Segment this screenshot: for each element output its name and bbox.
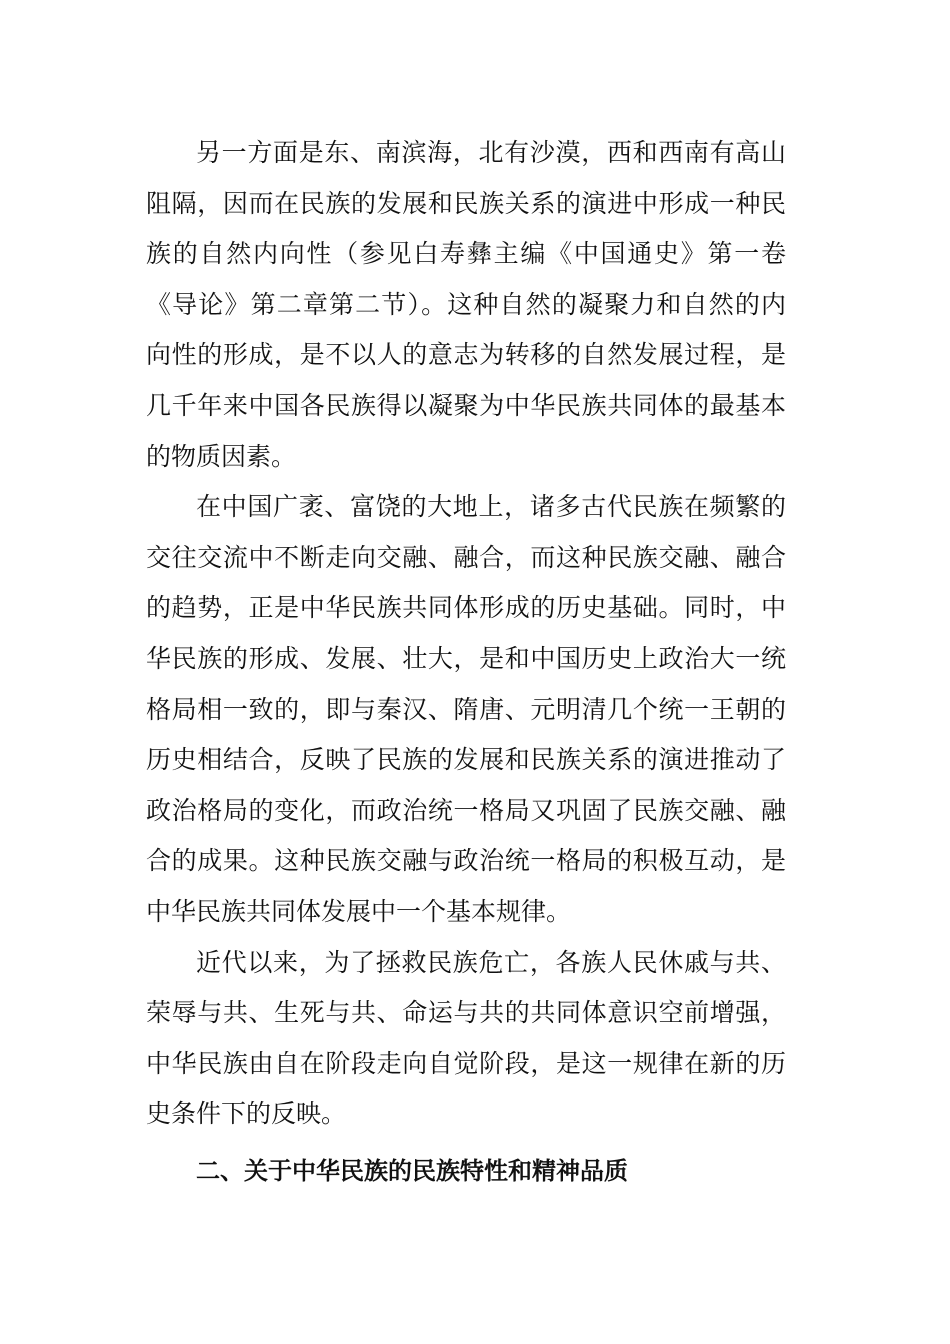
paragraph-line: 《导论》第二章第二节）。这种自然的凝聚力和自然的内 bbox=[146, 289, 786, 319]
paragraph-line: 历史相结合，反映了民族的发展和民族关系的演进推动了 bbox=[146, 745, 786, 775]
paragraph-line: 在中国广袤、富饶的大地上，诸多古代民族在频繁的 bbox=[196, 492, 786, 522]
paragraph-line: 合的成果。这种民族交融与政治统一格局的积极互动，是 bbox=[146, 846, 786, 876]
paragraph-line: 政治格局的变化，而政治统一格局又巩固了民族交融、融 bbox=[146, 795, 786, 825]
paragraph-line: 几千年来中国各民族得以凝聚为中华民族共同体的最基本 bbox=[146, 390, 786, 420]
paragraph-line: 中华民族由自在阶段走向自觉阶段，是这一规律在新的历 bbox=[146, 1048, 786, 1078]
paragraph-line: 的物质因素。 bbox=[146, 441, 297, 471]
paragraph-line: 族的自然内向性（参见白寿彝主编《中国通史》第一卷 bbox=[146, 239, 786, 269]
section-heading: 二、关于中华民族的民族特性和精神品质 bbox=[196, 1156, 628, 1185]
paragraph-line: 荣辱与共、生死与共、命运与共的共同体意识空前增强， bbox=[146, 998, 786, 1028]
paragraph-line: 阻隔，因而在民族的发展和民族关系的演进中形成一种民 bbox=[146, 188, 786, 218]
paragraph-line: 的趋势，正是中华民族共同体形成的历史基础。同时，中 bbox=[146, 593, 786, 623]
paragraph-line: 史条件下的反映。 bbox=[146, 1099, 347, 1129]
paragraph-line: 格局相一致的，即与秦汉、隋唐、元明清几个统一王朝的 bbox=[146, 694, 786, 724]
paragraph-modern-times bbox=[146, 938, 786, 1140]
paragraph-line: 另一方面是东、南滨海，北有沙漠，西和西南有高山 bbox=[196, 138, 786, 167]
paragraph-line: 向性的形成，是不以人的意志为转移的自然发展过程，是 bbox=[146, 340, 786, 370]
paragraph-line: 中华民族共同体发展中一个基本规律。 bbox=[146, 896, 572, 926]
document-body bbox=[146, 128, 786, 1196]
paragraph-line: 近代以来，为了拯救民族危亡，各族人民休戚与共、 bbox=[196, 947, 786, 977]
paragraph-line: 交往交流中不断走向交融、融合，而这种民族交融、融合 bbox=[146, 542, 786, 572]
paragraph-natural-inwardness bbox=[146, 128, 786, 482]
paragraph-line: 华民族的形成、发展、壮大，是和中国历史上政治大一统 bbox=[146, 643, 786, 673]
paragraph-historical-basis bbox=[146, 482, 786, 937]
